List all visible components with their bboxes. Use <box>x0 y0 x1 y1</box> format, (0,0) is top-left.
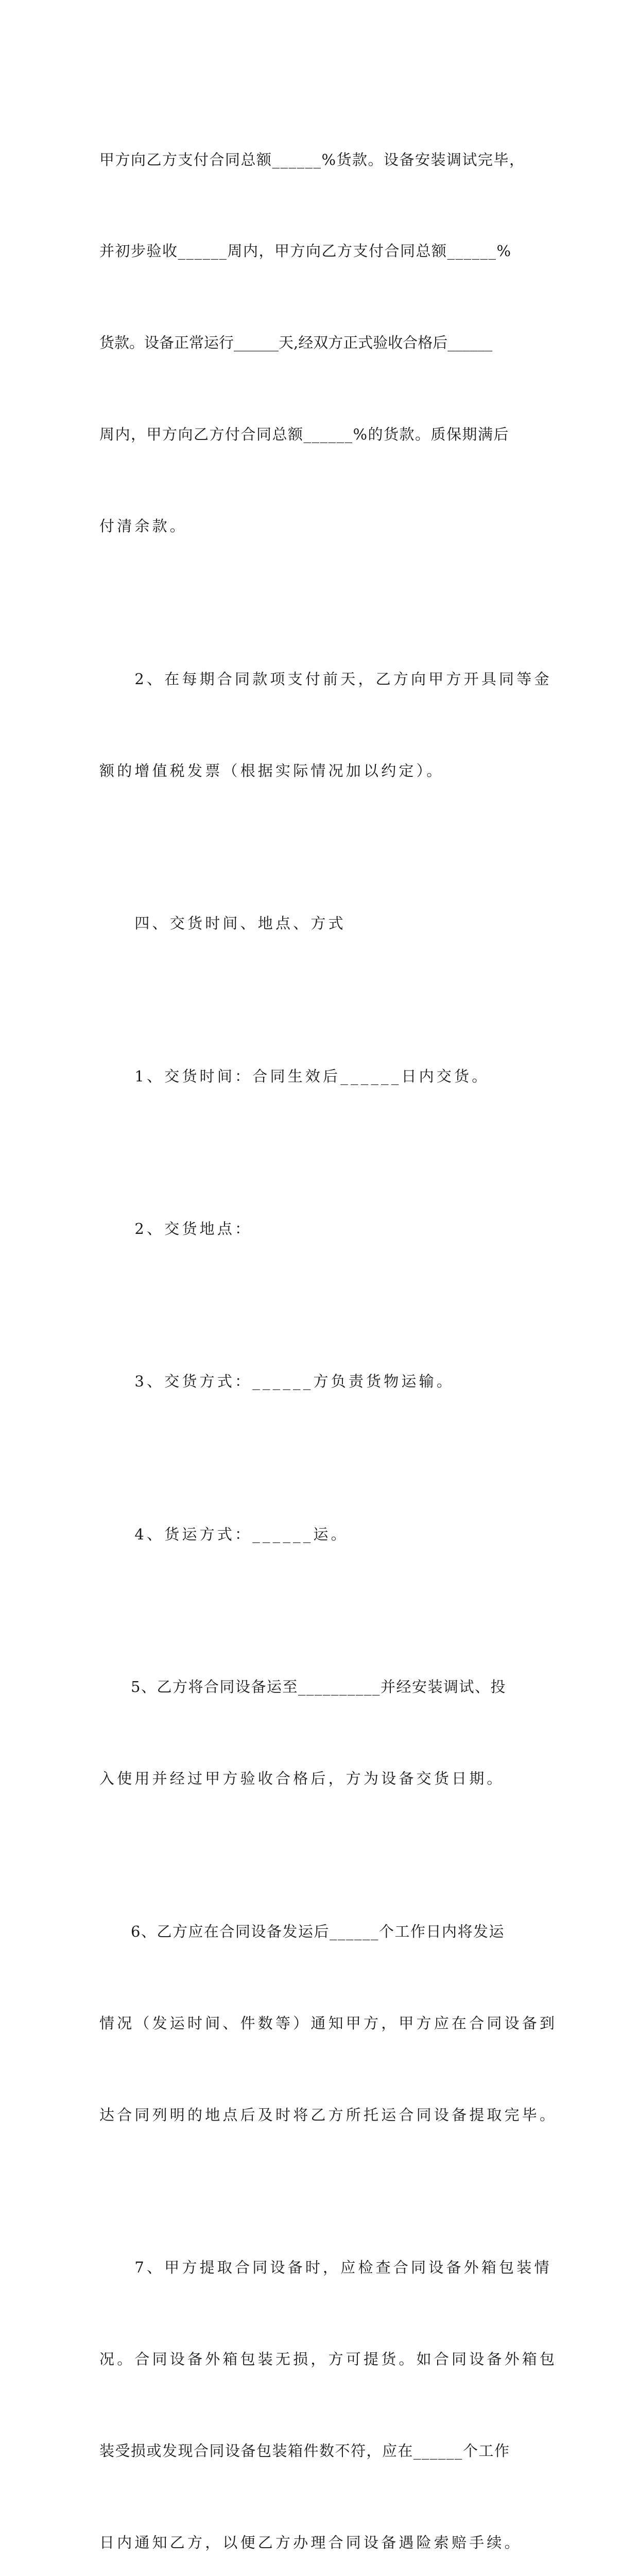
text-line: 2、交货地点： <box>99 1219 253 1238</box>
text-line: 付清余款。 <box>99 517 188 535</box>
delivery-place-item <box>99 1153 552 1305</box>
text-line: 情况（发运时间、件数等）通知甲方，甲方应在合同设备到 <box>99 2014 558 2032</box>
delivery-date-item <box>99 1611 552 1855</box>
text-line: 7、甲方提取合同设备时，应检查合同设备外箱包装情 <box>99 2259 552 2277</box>
delivery-method-item <box>99 1306 552 1458</box>
text-line: 5、乙方将合同设备运至__________并经安装调试、投 <box>99 1678 506 1696</box>
text-line: 甲方向乙方支付合同总额______%货款。设备安装调试完毕， <box>99 150 525 168</box>
text-line: 装受损或发现合同设备包装箱件数不符，应在______个工作 <box>99 2442 510 2460</box>
text-line: 周内，甲方向乙方付合同总额______%的货款。质保期满后 <box>99 426 510 444</box>
text-line: 额的增值税发票（根据实际情况加以约定）。 <box>99 761 444 779</box>
text-line: 况。合同设备外箱包装无损，方可提货。如合同设备外箱包 <box>99 2350 558 2368</box>
text-line: 并初步验收______周内，甲方向乙方支付合同总额______% <box>99 242 512 260</box>
contract-body <box>99 83 558 2576</box>
text-line: 3、交货方式：______方负责货物运输。 <box>99 1372 455 1391</box>
text-line: 日内通知乙方，以便乙方办理合同设备遇险索赔手续。 <box>99 2533 522 2551</box>
shipment-notice-item <box>99 1855 558 2191</box>
text-line: 2、在每期合同款项支付前天，乙方向甲方开具同等金 <box>99 670 552 688</box>
text-line: 货款。设备正常运行______天,经双方正式验收合格后______ <box>99 334 493 352</box>
text-line: 6、乙方应在合同设备发运后______个工作日内将发运 <box>99 1922 505 1940</box>
text-line: 入使用并经过甲方验收合格后，方为设备交货日期。 <box>99 1770 505 1788</box>
invoice-paragraph <box>99 603 552 847</box>
text-line: 4、货运方式：______运。 <box>99 1525 349 1543</box>
shipping-method-item <box>99 1458 552 1611</box>
inspection-item <box>99 2191 558 2576</box>
section-heading <box>99 847 552 999</box>
payment-terms-paragraph <box>99 83 552 603</box>
text-line: 达合同列明的地点后及时将乙方所托运合同设备提取完毕。 <box>99 2106 558 2124</box>
text-line: 1、交货时间：合同生效后______日内交货。 <box>99 1067 490 1085</box>
delivery-time-item <box>99 1000 552 1153</box>
section-title: 四、交货时间、地点、方式 <box>99 914 346 933</box>
